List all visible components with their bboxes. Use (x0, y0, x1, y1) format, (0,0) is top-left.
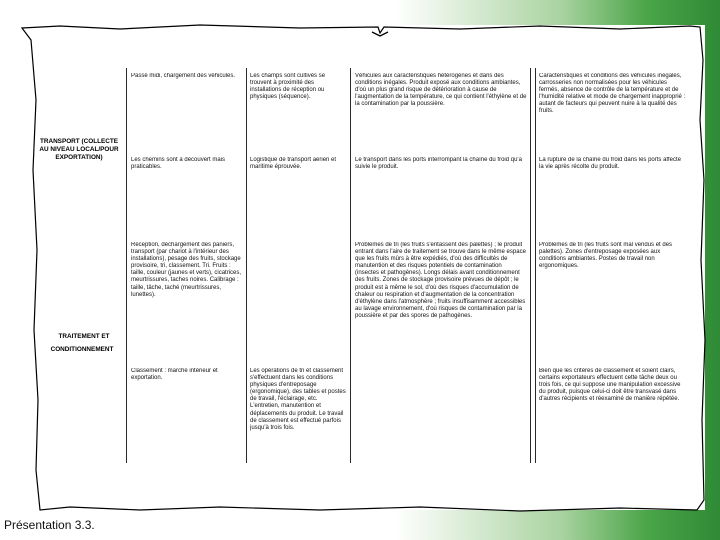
table-cell: Logistique de transport aérien et maritime éprouvée. (250, 157, 337, 171)
column-divider-4 (535, 68, 536, 463)
table-cell: La rupture de la chaîne du froid dans les ports affecte la vie après récolte du produit. (539, 157, 681, 171)
table-cell: Problèmes de tri (les fruits sont mal vendus et des palettes). Zones d'entreposage exposées aux conditions ambiantes. Postes de travail non ergonomiques. (539, 242, 673, 270)
slide-footer-label: Présentation 3.3. (4, 518, 95, 532)
column-divider-3 (530, 68, 531, 463)
section-header-transport: TRANSPORT (COLLECTE AU NIVEAU LOCAL/POUR EXPORTATION) (39, 138, 119, 161)
table-cell: Réception, déchargement des paniers, transport (par chariot à l'intérieur des installations), pesage des fruits, stockage provisoire, tri, classement. Tri. Fruits : taille, couleur (jaunes et verts), cicatrices, meurtrissures, taches noires. Calibrage : taille, tâche, taché (meurtrissures, lunettes). (131, 242, 242, 298)
section-header-traitement-line2: CONDITIONNEMENT (50, 346, 114, 353)
table-border-left (126, 68, 127, 463)
table-cell: Bien que les critères de classement et soient clairs, certains exportateurs effectuent cette tâche deux ou trois fois, ce qui suppose une manipulation excessive du produit, puisque celui-ci doit être transvasé dans d'autres récipients et réexaminé de manière répétée. (539, 368, 681, 403)
table-cell: Classement : marché intérieur et exportation. (131, 368, 218, 382)
table-cell: Les opérations de tri et classement s'effectuent dans les conditions physiques d'entreposage (ergonomique), des tables et postes de travail, l'éclairage, etc. L'entretien, manutention et déplacements du produit. Le travail de classement est effectué parfois jusqu'à trois fois. (250, 368, 346, 431)
column-divider-1 (246, 68, 247, 463)
section-header-traitement-line1: TRAITEMENT ET (58, 333, 110, 340)
table-cell (355, 368, 527, 388)
table-cell: Caractéristiques et conditions des véhicules inégales, carrosseries non normalisées pour les véhicules fermés, absence de contrôle de la température et de l'humidité relative et mode de chargement inapproprié : autant de facteurs qui peuvent nuire à la qualité des fruits. (539, 73, 686, 115)
column-divider-2 (350, 68, 351, 463)
table-cell: Véhicules aux caractéristiques hétérogènes et dans des conditions inégales. Produit exposé aux conditions ambiantes, d'où un plus grand risque de détérioration à cause de l'augmentation de la température, ce qui contient l'éthylène et de la contamination par la poussière. (355, 73, 527, 108)
table-cell: Problèmes de tri (les fruits s'entassent des palettes) ; le produit entrant dans l'aire de traitement se trouve dans le même espace que les fruits mûrs à être expédiés, d'où des difficultés de manutention et des risques potentiels de contamination (insectes et pathogènes). Longs délais avant conditionnement des fruits. Zones de stockage provisoire prévues de dépôt ; le produit est à même le sol, d'où des risques d'accumulation de chaleur ou respiration et d'augmentation de la concentration d'éthylène dans l'atmosphère ; fruits insuffisamment accessibles au lavage environnement, d'où risques de contamination par la poussière et par des spores de pathogènes. (355, 242, 526, 319)
table-cell: Les chemins sont à découvert mais praticables. (131, 157, 226, 171)
table-cell: Les champs sont cultivés se trouvent à proximité des installations de réception ou physiques (séquence). (250, 73, 326, 101)
table-cell: Le transport dans les ports interrompant la chaîne du froid qu'a suivie le produit. (355, 157, 522, 171)
table-cell: Passé midi, chargement des véhicules. (131, 73, 236, 79)
table-cell (250, 242, 346, 262)
